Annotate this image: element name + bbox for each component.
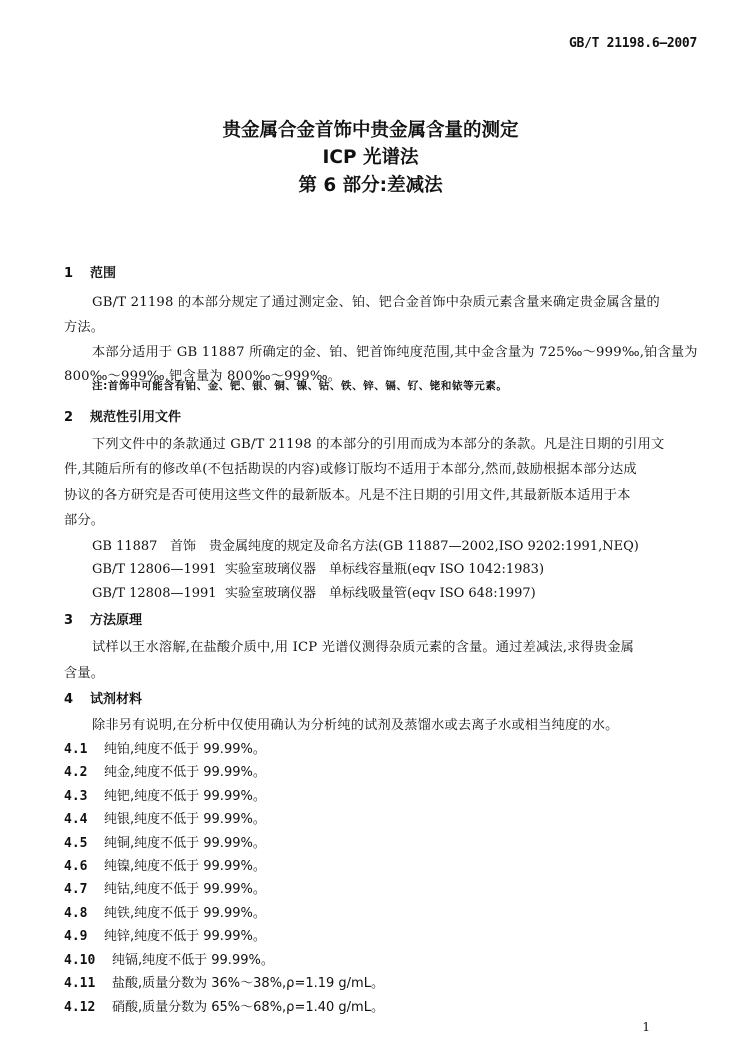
list-item (64, 761, 266, 780)
section-3-heading (64, 609, 142, 628)
section-2-heading (64, 406, 181, 425)
paragraph-line: GB/T 21198 的本部分规定了通过测定金、铂、钯合金首饰中杂质元素含量来确定贵金属含量的 (92, 295, 660, 310)
item-text: 纯钴,纯度不低于 99.99%。 (104, 882, 266, 897)
document-title: 贵金属合金首饰中贵金属含量的测定 (222, 120, 519, 141)
paragraph-line: 方法。 (64, 320, 105, 335)
item-text: 纯金,纯度不低于 99.99%。 (104, 765, 266, 780)
item-number: 4.2 (64, 765, 88, 780)
paragraph-line: 件,其随后所有的修改单(不包括勘误的内容)或修订版均不适用于本部分,然而,鼓励根据本部分达成 (64, 462, 637, 477)
paragraph-line: 含量。 (64, 666, 105, 681)
section-number: 4 (64, 692, 74, 707)
reference-title: 实验室玻璃仪器 单标线吸量管(eqv ISO 648:1997) (225, 586, 536, 601)
page-number: 1 (642, 1020, 650, 1034)
section-4-heading (64, 688, 142, 707)
item-number: 4.12 (64, 1000, 96, 1015)
item-text: 纯银,纯度不低于 99.99%。 (104, 812, 266, 827)
item-text: 纯镉,纯度不低于 99.99%。 (112, 953, 274, 968)
reference-title: 实验室玻璃仪器 单标线容量瓶(eqv ISO 1042:1983) (225, 562, 545, 577)
item-text: 纯钯,纯度不低于 99.99%。 (104, 789, 266, 804)
list-item (64, 738, 266, 757)
item-text: 纯镍,纯度不低于 99.99%。 (104, 859, 266, 874)
section-title: 规范性引用文件 (90, 410, 182, 425)
item-text: 盐酸,质量分数为 36%～38%,ρ=1.19 g/mL。 (112, 976, 384, 991)
list-item (64, 949, 274, 968)
reference-code: GB/T 12808—1991 (92, 586, 217, 601)
reference-code: GB/T 12806—1991 (92, 562, 217, 577)
paragraph-line: 本部分适用于 GB 11887 所确定的金、铂、钯首饰纯度范围,其中金含量为 725‰～999‰,铂含量为 (92, 345, 698, 360)
document-subtitle: ICP 光谱法 (322, 147, 419, 168)
section-number: 2 (64, 410, 74, 425)
section-1-heading (64, 262, 116, 281)
item-number: 4.3 (64, 789, 88, 804)
item-number: 4.10 (64, 953, 96, 968)
list-item (64, 855, 266, 874)
item-text: 硝酸,质量分数为 65%～68%,ρ=1.40 g/mL。 (112, 1000, 384, 1015)
list-item (64, 808, 266, 827)
document-part-title: 第 6 部分:差减法 (298, 175, 443, 196)
section-title: 范围 (90, 266, 117, 281)
item-number: 4.8 (64, 906, 88, 921)
list-item (64, 972, 384, 991)
paragraph-line: 800‰～999‰,钯含量为 800‰～999‰。 (64, 369, 342, 384)
item-number: 4.9 (64, 929, 88, 944)
item-number: 4.6 (64, 859, 88, 874)
paragraph-line: 除非另有说明,在分析中仅使用确认为分析纯的试剂及蒸馏水或去离子水或相当纯度的水。 (92, 718, 619, 733)
reference-title: 首饰 贵金属纯度的规定及命名方法(GB 11887—2002,ISO 9202:1991,NEQ) (170, 539, 639, 554)
reference-item (92, 558, 544, 577)
list-item (64, 878, 266, 897)
item-number: 4.11 (64, 976, 96, 991)
item-text: 纯铂,纯度不低于 99.99%。 (104, 742, 266, 757)
list-item (64, 925, 266, 944)
paragraph-line: 试样以王水溶解,在盐酸介质中,用 ICP 光谱仪测得杂质元素的含量。通过差减法,求得贵金属 (92, 640, 635, 655)
item-number: 4.5 (64, 836, 88, 851)
item-text: 纯锌,纯度不低于 99.99%。 (104, 929, 266, 944)
section-title: 方法原理 (90, 613, 143, 628)
note: 注:首饰中可能含有铂、金、钯、银、铜、镍、钴、铁、锌、镉、钌、铑和铱等元素。 (92, 380, 508, 392)
list-item (64, 902, 266, 921)
item-text: 纯铁,纯度不低于 99.99%。 (104, 906, 266, 921)
standard-code: GB/T 21198.6—2007 (569, 36, 697, 51)
item-number: 4.4 (64, 812, 88, 827)
list-item (64, 785, 266, 804)
list-item (64, 996, 384, 1015)
section-title: 试剂材料 (90, 692, 143, 707)
section-number: 1 (64, 266, 74, 281)
item-number: 4.7 (64, 882, 88, 897)
list-item (64, 832, 266, 851)
reference-item (92, 582, 536, 601)
paragraph-line: 下列文件中的条款通过 GB/T 21198 的本部分的引用而成为本部分的条款。凡是注日期的引用文 (92, 437, 665, 452)
reference-item (92, 535, 639, 554)
item-text: 纯铜,纯度不低于 99.99%。 (104, 836, 266, 851)
reference-code: GB 11887 (92, 539, 158, 554)
paragraph-line: 部分。 (64, 513, 105, 528)
item-number: 4.1 (64, 742, 88, 757)
section-number: 3 (64, 613, 74, 628)
paragraph-line: 协议的各方研究是否可使用这些文件的最新版本。凡是不注日期的引用文件,其最新版本适用于本 (64, 488, 631, 503)
